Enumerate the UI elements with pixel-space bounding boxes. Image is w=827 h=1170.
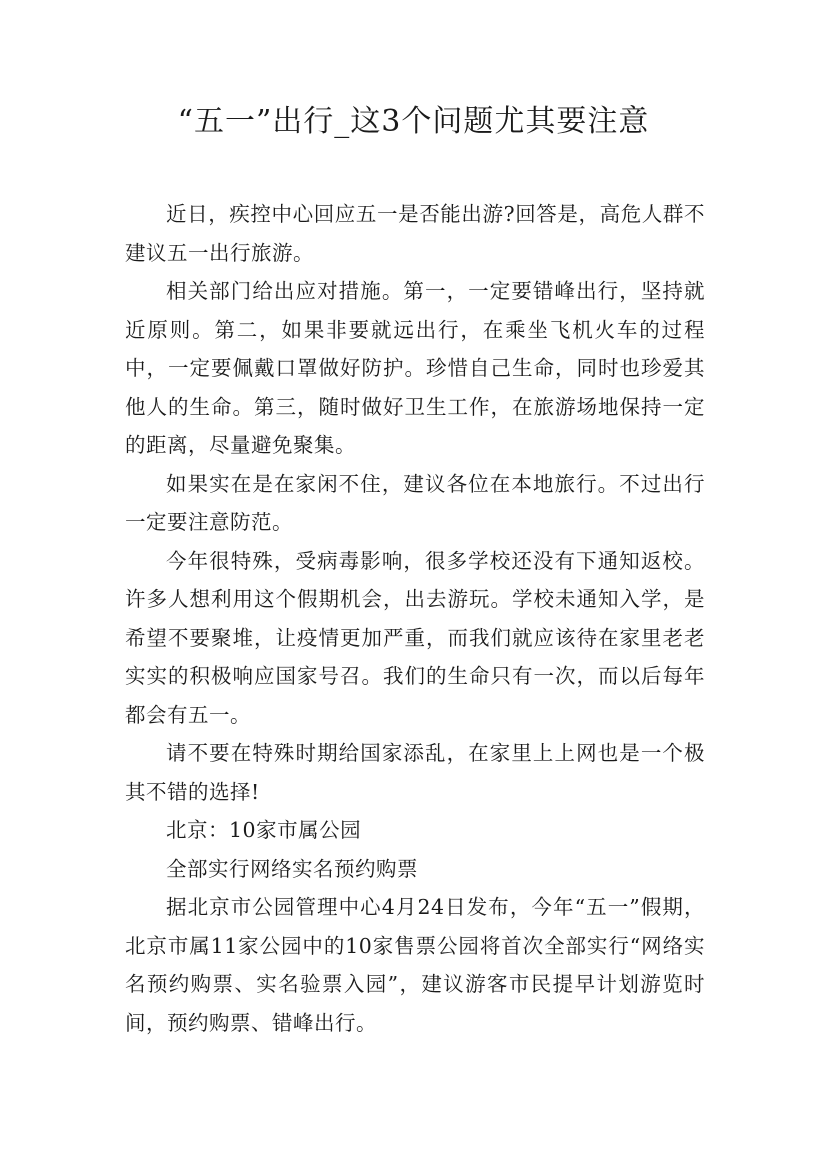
document-body <box>125 195 705 1042</box>
paragraph-measures: 相关部门给出应对措施。第一，一定要错峰出行，坚持就近原则。第二，如果非要就远出行，在乘坐飞机火车的过程中，一定要佩戴口罩做好防护。珍惜自己生命，同时也珍爱其他人的生命。第三，随时做好卫生工作，在旅游场地保持一定的距离，尽量避免聚集。 <box>125 279 705 457</box>
paragraph-cdc-response: 近日，疾控中心回应五一是否能出游?回答是，高危人群不建议五一出行旅游。 <box>125 202 705 265</box>
paragraph-beijing-parks: 据北京市公园管理中心4月24日发布，今年“五一”假期，北京市属11家公园中的10家售票公园将首次全部实行“网络实名预约购票、实名验票入园”，建议游客市民提早计划游览时间，预约购票、错峰出行。 <box>125 895 705 1035</box>
section-subheading-booking: 全部实行网络实名预约购票 <box>166 856 418 881</box>
document-title: “五一”出行_这3个问题尤其要注意 <box>177 104 650 139</box>
paragraph-local-travel: 如果实在是在家闲不住，建议各位在本地旅行。不过出行一定要注意防范。 <box>125 471 705 534</box>
section-heading-beijing: 北京：10家市属公园 <box>166 818 362 842</box>
paragraph-stay-home: 请不要在特殊时期给国家添乱，在家里上上网也是一个极其不错的选择! <box>125 741 705 804</box>
paragraph-special-year: 今年很特殊，受病毒影响，很多学校还没有下通知返校。许多人想利用这个假期机会，出去游玩。学校未通知入学，是希望不要聚堆，让疫情更加严重，而我们就应该待在家里老老实实的积极响应国家号召。我们的生命只有一次，而以后每年都会有五一。 <box>125 548 705 727</box>
